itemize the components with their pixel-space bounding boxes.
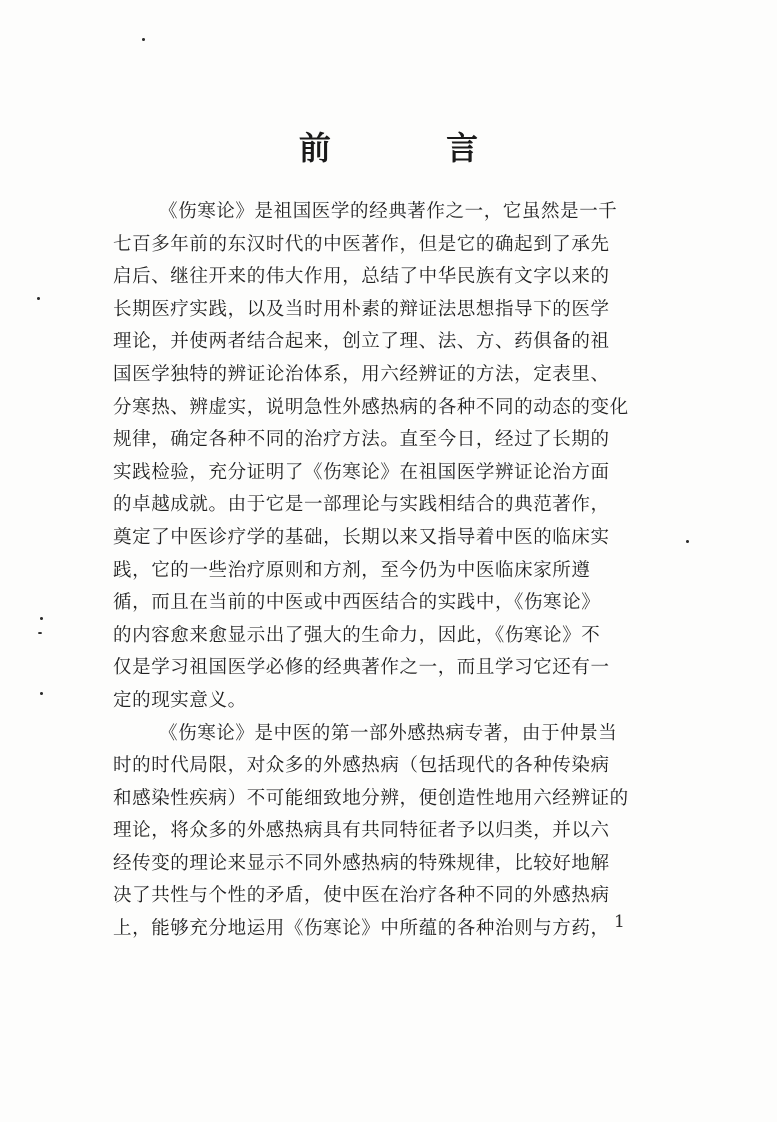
text-line: 经传变的理论来显示不同外感热病的特殊规律，比较好地解 [113, 852, 610, 874]
text-line: 上，能够充分地运用《伤寒论》中所蕴的各种治则与方药， [113, 918, 610, 940]
scan-speck [686, 540, 689, 543]
text-line: 国医学独特的辨证论治体系，用六经辨证的方法，定表里、 [113, 363, 610, 385]
page-number: 1 [614, 912, 625, 932]
text-line: 《伤寒论》是中医的第一部外感热病专著，由于仲景当 [159, 722, 618, 744]
text-line: 奠定了中医诊疗学的基础，长期以来又指导着中医的临床实 [113, 526, 610, 548]
text-line: 启后、继往开来的伟大作用，总结了中华民族有文字以来的 [113, 266, 610, 288]
text-line: 定的现实意义。 [113, 689, 247, 711]
paragraph-2 [113, 718, 673, 946]
scan-speck [40, 617, 43, 620]
scan-speck [38, 632, 42, 634]
text-line: 循，而且在当前的中医或中西医结合的实践中，《伤寒论》 [113, 592, 601, 614]
text-line: 时的时代局限，对众多的外感热病（包括现代的各种传染病 [113, 755, 610, 777]
body-text [113, 196, 673, 946]
text-line: 决了共性与个性的矛盾，使中医在治疗各种不同的外感热病 [113, 885, 610, 907]
text-line: 理论，并使两者结合起来，创立了理、法、方、药俱备的祖 [113, 331, 610, 353]
text-line: 仅是学习祖国医学必修的经典著作之一，而且学习它还有一 [113, 657, 610, 679]
text-line: 七百多年前的东汉时代的中医著作，但是它的确起到了承先 [113, 233, 610, 255]
text-line: 的内容愈来愈显示出了强大的生命力，因此，《伤寒论》不 [113, 624, 601, 646]
text-line: 规律，确定各种不同的治疗方法。直至今日，经过了长期的 [113, 429, 610, 451]
paragraph-1 [113, 196, 673, 718]
text-line: 理论，将众多的外感热病具有共同特征者予以归类，并以六 [113, 820, 610, 842]
text-line: 实践检验，充分证明了《伤寒论》在祖国医学辨证论治方面 [113, 461, 610, 483]
text-line: 长期医疗实践，以及当时用朴素的辩证法思想指导下的医学 [113, 298, 610, 320]
text-line: 践，它的一些治疗原则和方剂，至今仍为中医临床家所遵 [113, 559, 591, 581]
text-line: 和感染性疾病）不可能细致地分辨，便创造性地用六经辨证的 [113, 787, 629, 809]
scan-speck [40, 692, 43, 695]
text-line: 的卓越成就。由于它是一部理论与实践相结合的典范著作， [113, 494, 610, 516]
page-title: 前 言 [298, 129, 531, 167]
scan-speck [142, 38, 145, 41]
text-line: 分寒热、辨虚实，说明急性外感热病的各种不同的动态的变化 [113, 396, 629, 418]
text-line: 《伤寒论》是祖国医学的经典著作之一，它虽然是一千 [159, 201, 618, 222]
scan-speck [37, 297, 40, 300]
